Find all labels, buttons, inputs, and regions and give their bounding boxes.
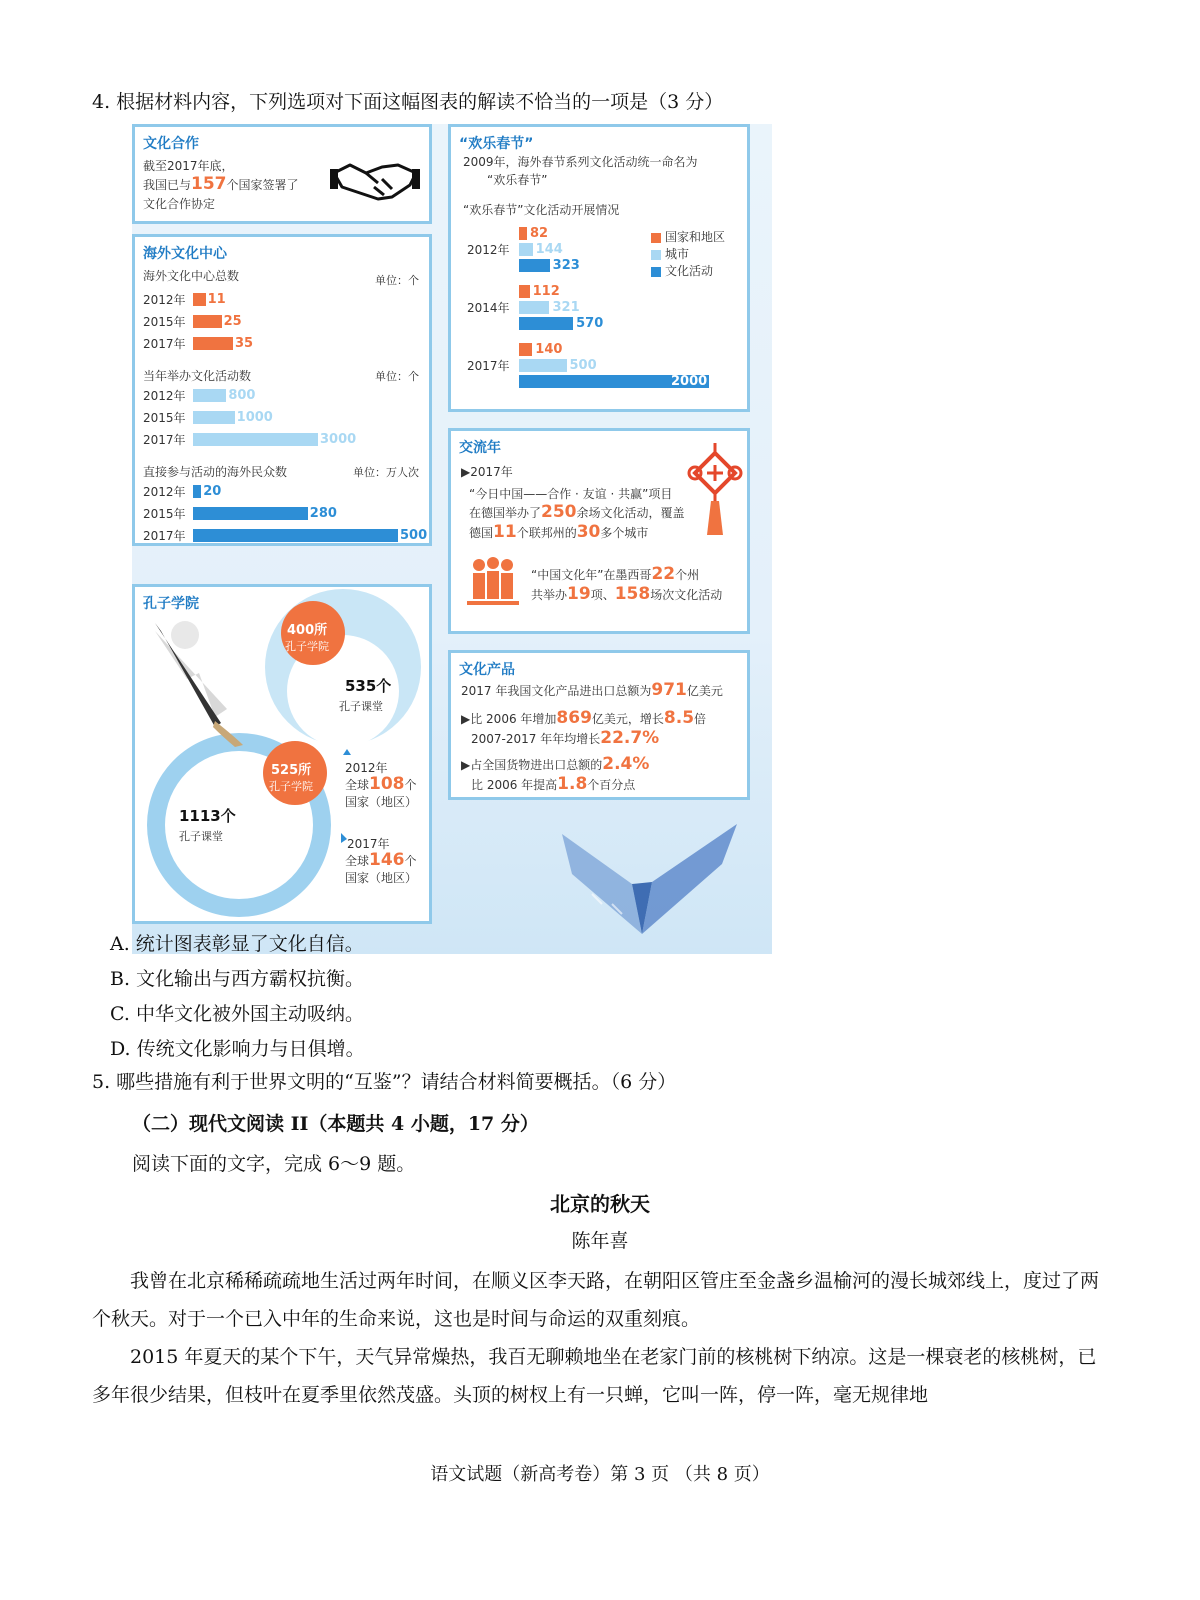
option-c: C. 中华文化被外国主动吸纳。 [110,1003,364,1025]
bar-year-label: 2015年 [143,315,186,329]
bar-value-label: 144 [535,242,563,257]
bar [519,317,573,330]
panel-title: 孔子学院 [143,596,199,612]
article-title: 北京的秋天 [550,1192,650,1216]
products-number: 8.5 [663,708,695,728]
bar [193,507,308,520]
bar-year-label: 2012年 [143,389,186,403]
coop-line3: 文化合作协定 [143,197,216,211]
centers-people-label: 直接参与活动的海外民众数 [143,465,288,479]
exchange-text: 余场文化活动，覆盖 [576,506,685,520]
bar [519,359,567,372]
products-line1 [461,680,723,700]
products-text: 2017 年我国文化产品进出口总额为 [461,684,652,698]
confucius-2017-classes-label: 孔子课堂 [179,830,223,843]
exchange-text: “中国文化年”在墨西哥 [531,568,652,582]
products-line2 [461,708,707,728]
products-number: 2.4% [602,754,650,774]
people-icon [465,557,521,609]
option-b: B. 文化输出与西方霸权抗衡。 [110,968,365,990]
confucius-text: 全球 [345,778,370,792]
products-number: 22.7% [600,728,660,748]
exchange-line2 [469,502,685,522]
bar [519,301,549,314]
coop-text: 个国家签署了 [226,178,299,192]
bar-value-label: 20 [203,484,222,499]
confucius-2012-classes-label: 孔子课堂 [339,700,383,713]
bar-value-label: 500 [400,528,428,543]
exchange-mexico-line1 [531,564,700,584]
confucius-number: 146 [369,850,405,870]
bar-year-label: 2017年 [143,337,186,351]
products-text: ▶比 2006 年增加 [461,712,557,726]
exchange-text: 共举办 [531,588,568,602]
exchange-mexico-line2 [531,584,723,604]
products-text: 倍 [694,712,707,726]
bar-value-label: 82 [530,226,549,241]
centers-activities-label: 当年举办文化活动数 [143,369,252,383]
confucius-2017-region: 国家（地区） [345,871,418,885]
panel-culture-centers [132,234,432,546]
exchange-text: 德国 [469,526,494,540]
spring-subtitle: “欢乐春节”文化活动开展情况 [463,203,620,217]
coop-line1: 截至2017年底， [143,159,234,173]
bar-year-label: 2017年 [143,529,186,543]
bar-value-label: 140 [535,342,563,357]
question-4: 4. 根据材料内容，下列选项对下面这幅图表的解读不恰当的一项是（3 分） [92,91,724,113]
products-line5 [471,774,636,794]
confucius-text: 全球 [345,854,370,868]
panel-title: 交流年 [459,440,501,456]
confucius-2012-institutes-label: 孔子学院 [285,640,329,653]
products-text: 亿美元，增长 [591,712,664,726]
bar-year-label: 2015年 [143,411,186,425]
products-text: 2007-2017 年年均增长 [471,732,601,746]
confucius-2017-institutes-label: 孔子学院 [269,780,313,793]
bar-value-label: 323 [552,258,580,273]
products-line4 [461,754,650,774]
products-number: 971 [651,680,687,700]
question-5: 5. 哪些措施有利于世界文明的“互鉴”？请结合材料简要概括。（6 分） [92,1071,677,1093]
exchange-number: 250 [541,502,577,522]
exchange-number: 22 [651,564,676,584]
page-footer: 语文试题（新高考卷）第 3 页 （共 8 页） [430,1464,770,1485]
infographic [132,124,772,954]
group-year-label: 2014年 [467,301,510,315]
confucius-2012-classes: 535个 [345,677,392,695]
panel-title: 海外文化中心 [143,246,227,262]
bar [519,243,533,256]
bar [193,485,201,498]
panel-title: “欢乐春节” [459,136,534,152]
option-a: A. 统计图表彰显了文化自信。 [110,933,364,955]
exchange-number: 30 [576,522,601,542]
centers-total-unit: 单位：个 [375,274,419,287]
legend-entry: 文化活动 [665,264,714,278]
panel-confucius [132,584,432,924]
bar [193,293,206,306]
coop-number: 157 [191,174,227,194]
bar [519,285,530,298]
products-text: 比 2006 年提高 [471,778,558,792]
option-d: D. 传统文化影响力与日俱增。 [110,1038,365,1060]
section-heading: （二）现代文阅读 II（本题共 4 小题，17 分） [132,1113,539,1135]
legend-entry: 国家和地区 [665,230,726,244]
article-paragraph-1: 我曾在北京稀稀疏疏地生活过两年时间，在顺义区李天路，在朝阳区管庄至金盏乡温榆河的漫长城郊线上，度过了两个秋天。对于一个已入中年的生命来说，这也是时间与命运的双重刻痕。 [92,1270,1100,1330]
bar-value-label: 112 [532,284,560,299]
group-year-label: 2012年 [467,243,510,257]
confucius-2017-year: 2017年 [347,837,390,851]
bar [193,315,222,328]
confucius-number: 108 [369,774,405,794]
bar-value-label: 570 [576,316,604,331]
bar-value-label: 35 [235,336,254,351]
bar [193,529,398,542]
legend-entry: 城市 [665,247,690,261]
panel-culture-products [448,650,750,800]
bar [519,227,527,240]
legend-swatch [651,250,661,260]
bar-value-label: 3000 [320,432,357,447]
legend-swatch [651,233,661,243]
bar [193,411,235,424]
confucius-2017-classes: 1113个 [179,807,236,825]
confucius-text: 个 [404,854,417,868]
legend-swatch [651,267,661,277]
handshake-icon [330,155,420,203]
section-instruction: 阅读下面的文字，完成 6～9 题。 [132,1153,416,1175]
bar-year-label: 2017年 [143,433,186,447]
panel-spring-festival [448,124,750,412]
products-number: 1.8 [557,774,588,794]
confucius-text: 个 [404,778,417,792]
confucius-2012-region: 国家（地区） [345,795,418,809]
products-text: 个百分点 [587,778,636,792]
bar [519,343,532,356]
exchange-number: 19 [567,584,591,604]
bar [193,337,233,350]
coop-text: 我国已与 [143,178,192,192]
chinese-knot-icon [685,439,745,539]
panel-title: 文化产品 [459,662,515,678]
confucius-2017-global [345,850,417,870]
bar [193,433,318,446]
exchange-number: 158 [614,584,651,604]
exchange-text: 项、 [590,588,615,602]
exchange-number: 11 [493,522,517,542]
bar-year-label: 2012年 [143,293,186,307]
group-year-label: 2017年 [467,359,510,373]
bar-value-label: 2000 [671,374,708,389]
bar-value-label: 321 [552,300,580,315]
article-paragraph-2: 2015 年夏天的某个下午，天气异常燥热，我百无聊赖地坐在老家门前的核桃树下纳凉。这是一棵衰老的核桃树，已多年很少结果，但枝叶在夏季里依然茂盛。头顶的树杈上有一只蝉，它叫一阵，停一阵，毫无规律地 [92,1346,1097,1406]
bar [193,389,226,402]
bar-value-label: 280 [309,506,337,521]
spring-line2: “欢乐春节” [487,173,548,187]
centers-activities-unit: 单位：个 [375,370,419,383]
panel-culture-coop [132,124,432,224]
confucius-2012-global [345,774,417,794]
coop-line2 [143,174,299,194]
exchange-text: 场次文化活动 [650,588,723,602]
products-line3 [471,728,660,748]
article-author: 陈年喜 [571,1230,629,1252]
centers-total-label: 海外文化中心总数 [143,269,240,283]
products-text: 亿美元 [686,684,723,698]
products-number: 869 [556,708,592,728]
panel-title: 文化合作 [143,136,199,152]
centers-people-unit: 单位：万人次 [353,466,419,479]
bar-value-label: 1000 [236,410,273,425]
exchange-text: 多个城市 [600,526,649,540]
exchange-text: 个联邦州的 [516,526,577,540]
exchange-text: 个州 [675,568,700,582]
exchange-line3 [469,522,649,542]
confucius-2017-institutes: 525所 [271,763,312,778]
panel-exchange-year [448,428,750,634]
exchange-year: ▶2017年 [461,465,513,479]
products-text: ▶占全国货物进出口总额的 [461,758,603,772]
bar-value-label: 500 [569,358,597,373]
bar-value-label: 11 [207,292,226,307]
bar-year-label: 2015年 [143,507,186,521]
bar-year-label: 2012年 [143,485,186,499]
open-book-icon [532,814,752,944]
bar-value-label: 800 [228,388,256,403]
exchange-text: 在德国举办了 [469,506,542,520]
confucius-2012-year: 2012年 [345,761,388,775]
exchange-line1: “今日中国——合作 · 友谊 · 共赢”项目 [469,487,673,501]
spring-line1: 2009年，海外春节系列文化活动统一命名为 [463,155,698,169]
bar [519,259,550,272]
confucius-2012-institutes: 400所 [287,623,328,638]
bar-value-label: 25 [223,314,242,329]
